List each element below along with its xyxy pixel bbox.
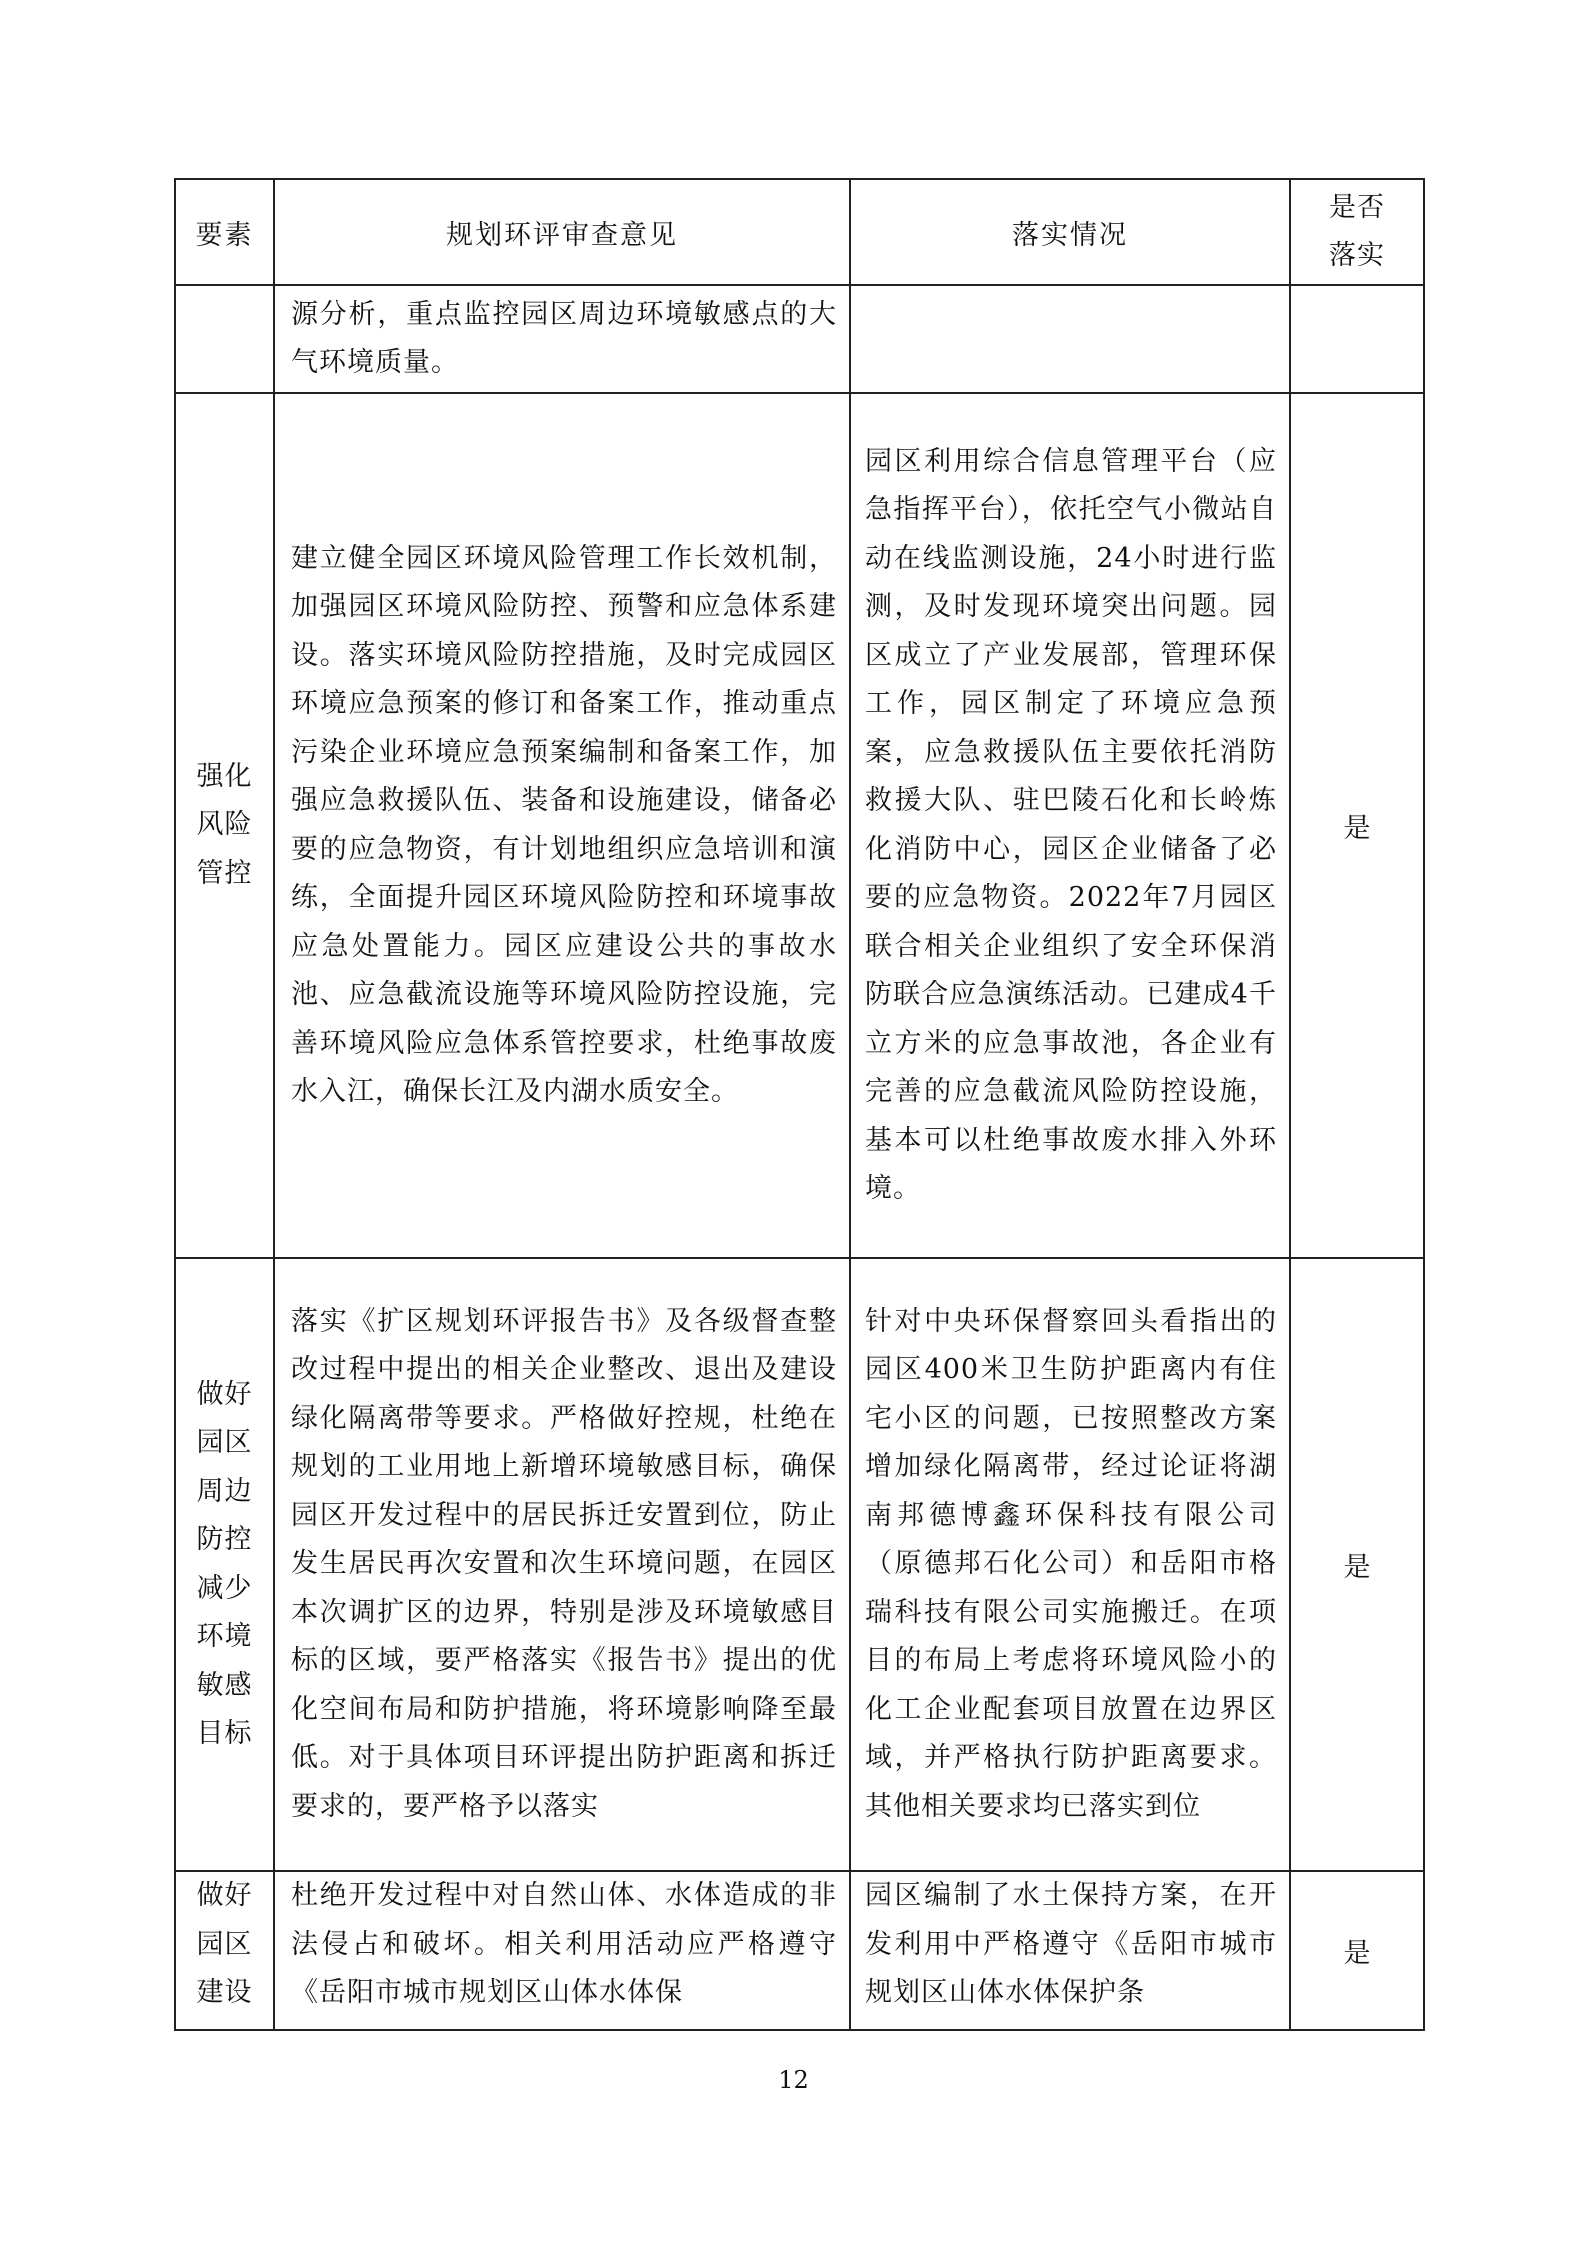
page-number: 12 [778, 2066, 809, 2094]
row-opinion-cell [274, 393, 850, 1258]
review-implementation-table [174, 178, 1425, 2031]
table-header-row [175, 179, 1424, 285]
row-opinion: 源分析，重点监控园区周边环境敏感点的大气环境质量。 [291, 298, 837, 378]
row-element-cell [175, 393, 274, 1258]
header-done [1290, 179, 1424, 285]
row-status: 园区利用综合信息管理平台（应急指挥平台），依托空气小微站自动在线监测设施，24小时进行监测，及时发现环境突出问题。园区成立了产业发展部，管理环保工作，园区制定了环境应急预案，应急救援队伍主要依托消防救援大队、驻巴陵石化和长岭炼化消防中心，园区企业储备了必要的应急物资。2022年7月园区联合相关企业组织了安全环保消防联合应急演练活动。已建成4千立方米的应急事故池，各企业有完善的应急截流风险防控设施，基本可以杜绝事故废水排入外环境。 [865, 445, 1277, 1204]
row-status-cell [850, 1258, 1290, 1871]
row-done: 是 [1290, 1871, 1424, 2030]
row-opinion: 落实《扩区规划环评报告书》及各级督查整改过程中提出的相关企业整改、退出及建设绿化隔离带等要求。严格做好控规，杜绝在规划的工业用地上新增环境敏感目标，确保园区开发过程中的居民拆迁安置到位，防止发生居民再次安置和次生环境问题，在园区本次调扩区的边界，特别是涉及环境敏感目标的区域，要严格落实《报告书》提出的优化空间布局和防护措施，将环境影响降至最低。对于具体项目环评提出防护距离和拆迁要求的，要严格予以落实 [291, 1305, 837, 1822]
table-row [175, 393, 1424, 1258]
row-done: 是 [1290, 1258, 1424, 1871]
row-opinion-cell [274, 285, 850, 393]
row-element-cell [175, 1258, 274, 1871]
row-opinion: 建立健全园区环境风险管理工作长效机制，加强园区环境风险防控、预警和应急体系建设。落实环境风险防控措施，及时完成园区环境应急预案的修订和备案工作，推动重点污染企业环境应急预案编制和备案工作，加强应急救援队伍、装备和设施建设，储备必要的应急物资，有计划地组织应急培训和演练，全面提升园区环境风险防控和环境事故应急处置能力。园区应建设公共的事故水池、应急截流设施等环境风险防控设施，完善环境风险应急体系管控要求，杜绝事故废水入江，确保长江及内湖水质安全。 [291, 542, 837, 1107]
row-opinion: 杜绝开发过程中对自然山体、水体造成的非法侵占和破坏。相关利用活动应严格遵守《岳阳市城市规划区山体水体保 [291, 1880, 837, 2008]
header-opinion: 规划环评审查意见 [274, 179, 850, 285]
row-element: 做好园区建设 [196, 1880, 253, 2008]
header-element: 要素 [175, 179, 274, 285]
row-status-cell [850, 1871, 1290, 2030]
table-row [175, 1258, 1424, 1871]
row-element: 做好园区周边防控减少环境敏感目标 [196, 1378, 253, 1749]
row-done: 是 [1290, 393, 1424, 1258]
row-element-cell [175, 285, 274, 393]
row-status: 园区编制了水土保持方案，在开发利用中严格遵守《岳阳市城市规划区山体水体保护条 [865, 1880, 1277, 2008]
table-row [175, 285, 1424, 393]
row-element: 强化风险管控 [196, 760, 253, 889]
row-status-cell [850, 285, 1290, 393]
header-done-label: 是否落实 [1329, 191, 1385, 271]
header-status: 落实情况 [850, 179, 1290, 285]
row-opinion-cell [274, 1258, 850, 1871]
row-element-cell [175, 1871, 274, 2030]
row-status-cell [850, 393, 1290, 1258]
row-opinion-cell [274, 1871, 850, 2030]
row-done [1290, 285, 1424, 393]
table-row [175, 1871, 1424, 2030]
row-status: 针对中央环保督察回头看指出的园区400米卫生防护距离内有住宅小区的问题，已按照整改方案增加绿化隔离带，经过论证将湖南邦德博鑫环保科技有限公司（原德邦石化公司）和岳阳市格瑞科技有限公司实施搬迁。在项目的布局上考虑将环境风险小的化工企业配套项目放置在边界区域，并严格执行防护距离要求。其他相关要求均已落实到位 [865, 1305, 1277, 1822]
